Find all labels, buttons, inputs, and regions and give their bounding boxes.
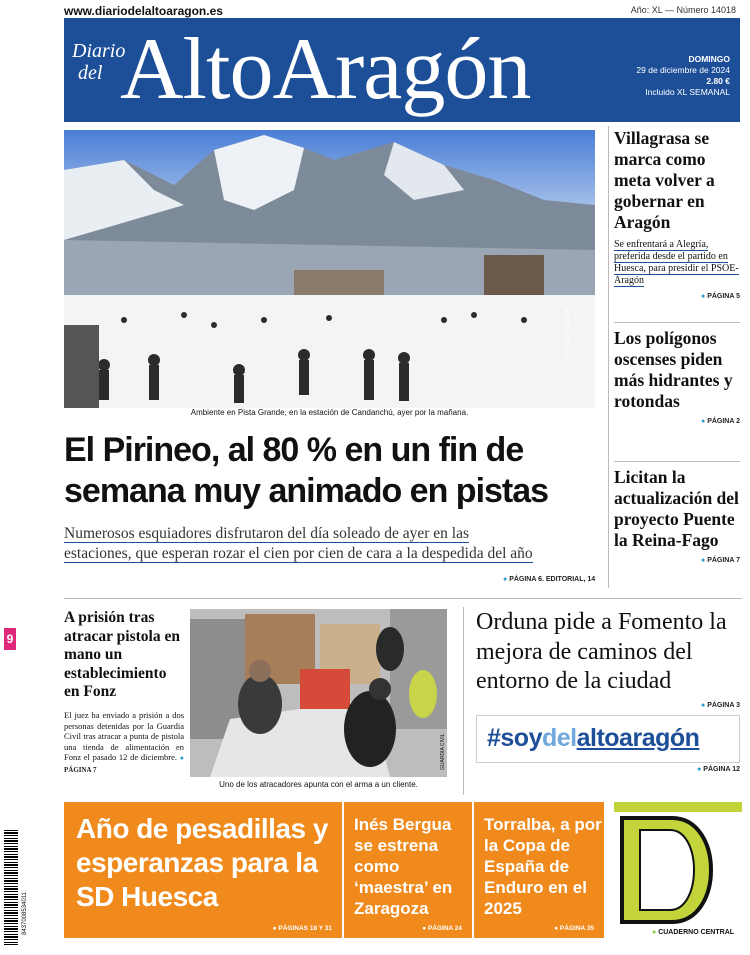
masthead-title: AltoAragón bbox=[120, 21, 531, 118]
security-camera-photo bbox=[190, 609, 447, 777]
barcode-number: 8437008534011 bbox=[22, 892, 28, 935]
masthead-prefix bbox=[72, 40, 125, 84]
issue-number: Año: XL — Número 14018 bbox=[630, 5, 736, 15]
supplement-note: Incluido XL SEMANAL bbox=[645, 87, 730, 97]
prison-page-ref[interactable]: ● PÁGINA 7 bbox=[64, 754, 184, 774]
website-url[interactable]: www.diariodelaltoaragon.es bbox=[64, 4, 223, 18]
issue-price: 2.80 € bbox=[706, 76, 730, 86]
promo-hashtag bbox=[487, 724, 699, 753]
sidebar-story-2[interactable] bbox=[614, 328, 740, 425]
sidebar-headline: Licitan la actualización del proyecto Puente la Reina-Fago bbox=[614, 467, 739, 550]
prison-headline[interactable]: A prisión tras atracar pistola en mano un establecimiento en Fonz bbox=[64, 609, 180, 700]
divider bbox=[614, 322, 740, 323]
masthead-prefix-line1: Diario bbox=[72, 40, 126, 62]
lead-headline[interactable] bbox=[64, 430, 604, 512]
section-divider bbox=[64, 598, 742, 599]
camera-photo-credit: GUARDIA CIVIL bbox=[440, 733, 446, 770]
bottom-story-3[interactable] bbox=[474, 802, 604, 938]
camera-photo-caption: Uno de los atracadores apunta con el arma a un cliente. bbox=[219, 780, 418, 789]
bottom-page-ref[interactable]: ● PÁGINA 35 bbox=[554, 925, 594, 932]
bottom-page-ref[interactable]: ● PÁGINAS 18 Y 31 bbox=[273, 925, 332, 932]
divider bbox=[463, 607, 464, 795]
masthead-prefix-line2: del bbox=[78, 62, 103, 84]
lead-headline-line2: semana muy animado en pistas bbox=[64, 472, 549, 510]
sidebar-story-1[interactable] bbox=[614, 128, 740, 300]
masthead-date-block bbox=[636, 54, 730, 98]
lead-subheadline bbox=[64, 524, 604, 564]
promo-hash: #soy bbox=[487, 724, 542, 752]
lead-headline-line1: El Pirineo, al 80 % en un fin de bbox=[64, 431, 524, 469]
prison-body bbox=[64, 710, 184, 775]
bottom-story-2[interactable] bbox=[344, 802, 472, 938]
issue-date: 29 de diciembre de 2024 bbox=[636, 65, 730, 75]
photo-caption: Ambiente en Pista Grande, en la estación de Candanchú, ayer por la mañana. bbox=[190, 408, 469, 417]
orduna-page-ref[interactable]: ● PÁGINA 3 bbox=[701, 702, 740, 709]
lead-sub-line2: estaciones, que esperan rozar el cien por cien de cara a la despedida del año bbox=[64, 545, 533, 562]
section-badge: 9 bbox=[4, 628, 16, 650]
column-divider bbox=[608, 126, 609, 588]
divider bbox=[614, 461, 740, 462]
bottom-headline: Año de pesadillas y esperanzas para la SD Huesca bbox=[76, 813, 328, 912]
lead-page-ref[interactable]: ● PÁGINA 6. EDITORIAL, 14 bbox=[503, 576, 595, 583]
sidebar-page-ref[interactable]: ● PÁGINA 2 bbox=[614, 418, 740, 425]
central-section-logo[interactable] bbox=[614, 802, 742, 926]
ski-resort-illustration bbox=[64, 130, 595, 408]
sidebar-page-ref[interactable]: ● PÁGINA 5 bbox=[614, 293, 740, 300]
bottom-story-1[interactable] bbox=[64, 802, 342, 938]
store-robbery-illustration bbox=[190, 609, 447, 777]
masthead bbox=[64, 18, 740, 122]
sidebar-headline: Los polígonos oscenses piden más hidrantes y rotondas bbox=[614, 328, 733, 411]
barcode bbox=[4, 830, 18, 945]
d-letter-icon bbox=[614, 802, 742, 926]
sidebar-page-ref[interactable]: ● PÁGINA 7 bbox=[614, 557, 740, 564]
central-section-label[interactable]: ● CUADERNO CENTRAL bbox=[652, 929, 734, 936]
orduna-headline[interactable]: Orduna pide a Fomento la mejora de caminos del entorno de la ciudad bbox=[476, 609, 727, 694]
promo-banner[interactable] bbox=[476, 715, 740, 763]
sidebar-headline: Villagrasa se marca como meta volver a gobernar en Aragón bbox=[614, 128, 715, 232]
bottom-page-ref[interactable]: ● PÁGINA 24 bbox=[422, 925, 462, 932]
promo-page-ref[interactable]: ● PÁGINA 12 bbox=[697, 766, 740, 773]
bottom-headline: Torralba, a por la Copa de España de Enduro en el 2025 bbox=[484, 815, 602, 918]
ski-resort-photo bbox=[64, 130, 595, 408]
sidebar-subheadline: Se enfrentará a Alegría, preferida desde el partido en Huesca, para presidir el PSOE-Aragón bbox=[614, 239, 739, 286]
lead-sub-line1: Numerosos esquiadores disfrutaron del día soleado de ayer en las bbox=[64, 525, 470, 542]
sidebar-story-3[interactable] bbox=[614, 467, 740, 564]
photo-credit: VERÓNICA LACASA bbox=[565, 308, 571, 360]
issue-day: DOMINGO bbox=[688, 54, 730, 64]
bottom-headline: Inés Bergua se estrena como ‘maestra’ en Zaragoza bbox=[354, 815, 453, 918]
promo-mid: del bbox=[541, 724, 577, 752]
promo-tail: altoaragón bbox=[576, 724, 700, 752]
prison-body-text: El juez ha enviado a prisión a dos personas detenidas por la Guardia Civil tras atracar a punta de pistola una tienda de alimentación en Fonz el pasado 12 de diciembre. bbox=[64, 710, 184, 762]
